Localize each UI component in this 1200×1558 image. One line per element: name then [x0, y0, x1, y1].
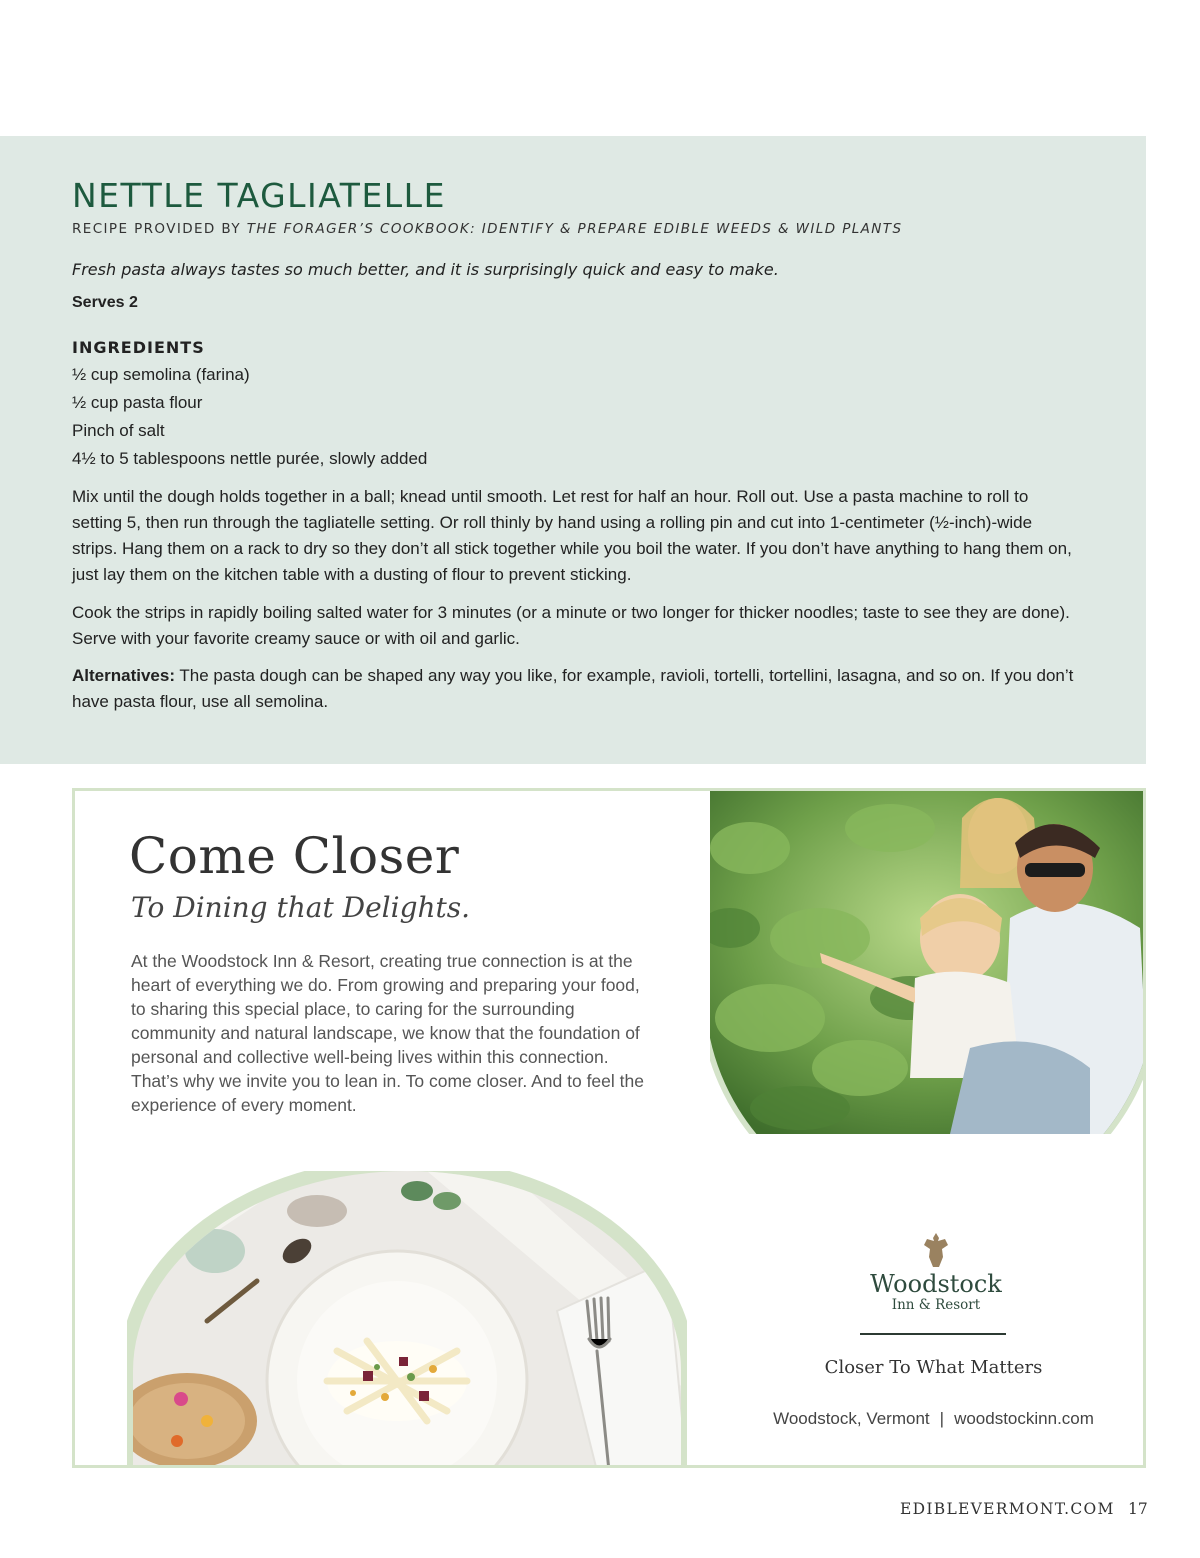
method-paragraph-1: Mix until the dough holds together in a ball; knead until smooth. Let rest for half an hour. Roll out. Use a pasta machine to roll to setting 5, then run through the tagliatelle setting. Or roll thinly by hand using a rolling pin and cut into 1-centimeter (½-inch)-wide strips. Hang them on a rack to dry so they don’t all stick together while you boil the water. If you don’t have anything to hang them on, just lay them on the kitchen table with a dusting of flour to prevent sticking.	[72, 487, 1072, 584]
logo-divider	[860, 1333, 1006, 1335]
page-number: 17	[1128, 1500, 1148, 1518]
footer-site: EDIBLEVERMONT.COM	[900, 1500, 1115, 1518]
alternatives-text: The pasta dough can be shaped any way you like, for example, ravioli, tortelli, tortellini, lasagna, and so on. If you don’t have pasta flour, use all semolina.	[72, 666, 1074, 711]
location-text: Woodstock, Vermont	[773, 1409, 930, 1428]
woodstock-ad	[72, 788, 1146, 1468]
ad-tagline: Closer To What Matters	[824, 1357, 1043, 1378]
ingredient-item: ½ cup semolina (farina)	[72, 365, 250, 384]
website-link[interactable]: woodstockinn.com	[954, 1409, 1094, 1428]
ad-location-line	[715, 1409, 1146, 1429]
ingredients-list	[72, 361, 427, 473]
ingredient-item: 4½ to 5 tablespoons nettle purée, slowly added	[72, 449, 428, 468]
ad-headline: Come Closer	[129, 827, 460, 885]
woodstock-logo	[851, 1233, 1021, 1313]
plated-dish-photo	[127, 1171, 687, 1468]
ingredient-item: ½ cup pasta flour	[72, 393, 203, 412]
method-paragraph-2: Cook the strips in rapidly boiling salted water for 3 minutes (or a minute or two longer for thicker noodles; taste to see they are done). Serve with your favorite creamy sauce or with oil and garlic.	[72, 603, 1070, 648]
ad-subheadline: To Dining that Delights.	[131, 891, 471, 924]
credit-book-title: THE FORAGER’S COOKBOOK: IDENTIFY & PREPARE EDIBLE WEEDS & WILD PLANTS	[246, 221, 903, 237]
logo-subtitle: Inn & Resort	[891, 1297, 981, 1313]
credit-prefix: RECIPE PROVIDED BY	[72, 221, 247, 237]
alternatives-label: Alternatives:	[72, 666, 175, 685]
recipe-intro: Fresh pasta always tastes so much better, and it is surprisingly quick and easy to make.	[72, 260, 779, 279]
family-garden-photo	[710, 788, 1146, 1134]
logo-name: Woodstock	[870, 1270, 1002, 1298]
ingredient-item: Pinch of salt	[72, 421, 165, 440]
recipe-credit	[72, 221, 902, 237]
ingredients-heading: INGREDIENTS	[72, 338, 205, 357]
eagle-icon	[923, 1233, 949, 1267]
recipe-panel	[0, 136, 1146, 764]
recipe-title: NETTLE TAGLIATELLE	[72, 176, 446, 215]
ad-body-text: At the Woodstock Inn & Resort, creating true connection is at the heart of everything we do. From growing and preparing your food, to sharing this special place, to caring for the surrounding community and natural landscape, we know that the foundation of personal and collective well-being lives within this connection. That’s why we invite you to lean in. To come closer. And to feel the experience of every moment.	[131, 951, 644, 1115]
alternatives-paragraph	[72, 663, 1082, 715]
location-separator: |	[939, 1409, 945, 1428]
recipe-serves: Serves 2	[72, 294, 138, 311]
